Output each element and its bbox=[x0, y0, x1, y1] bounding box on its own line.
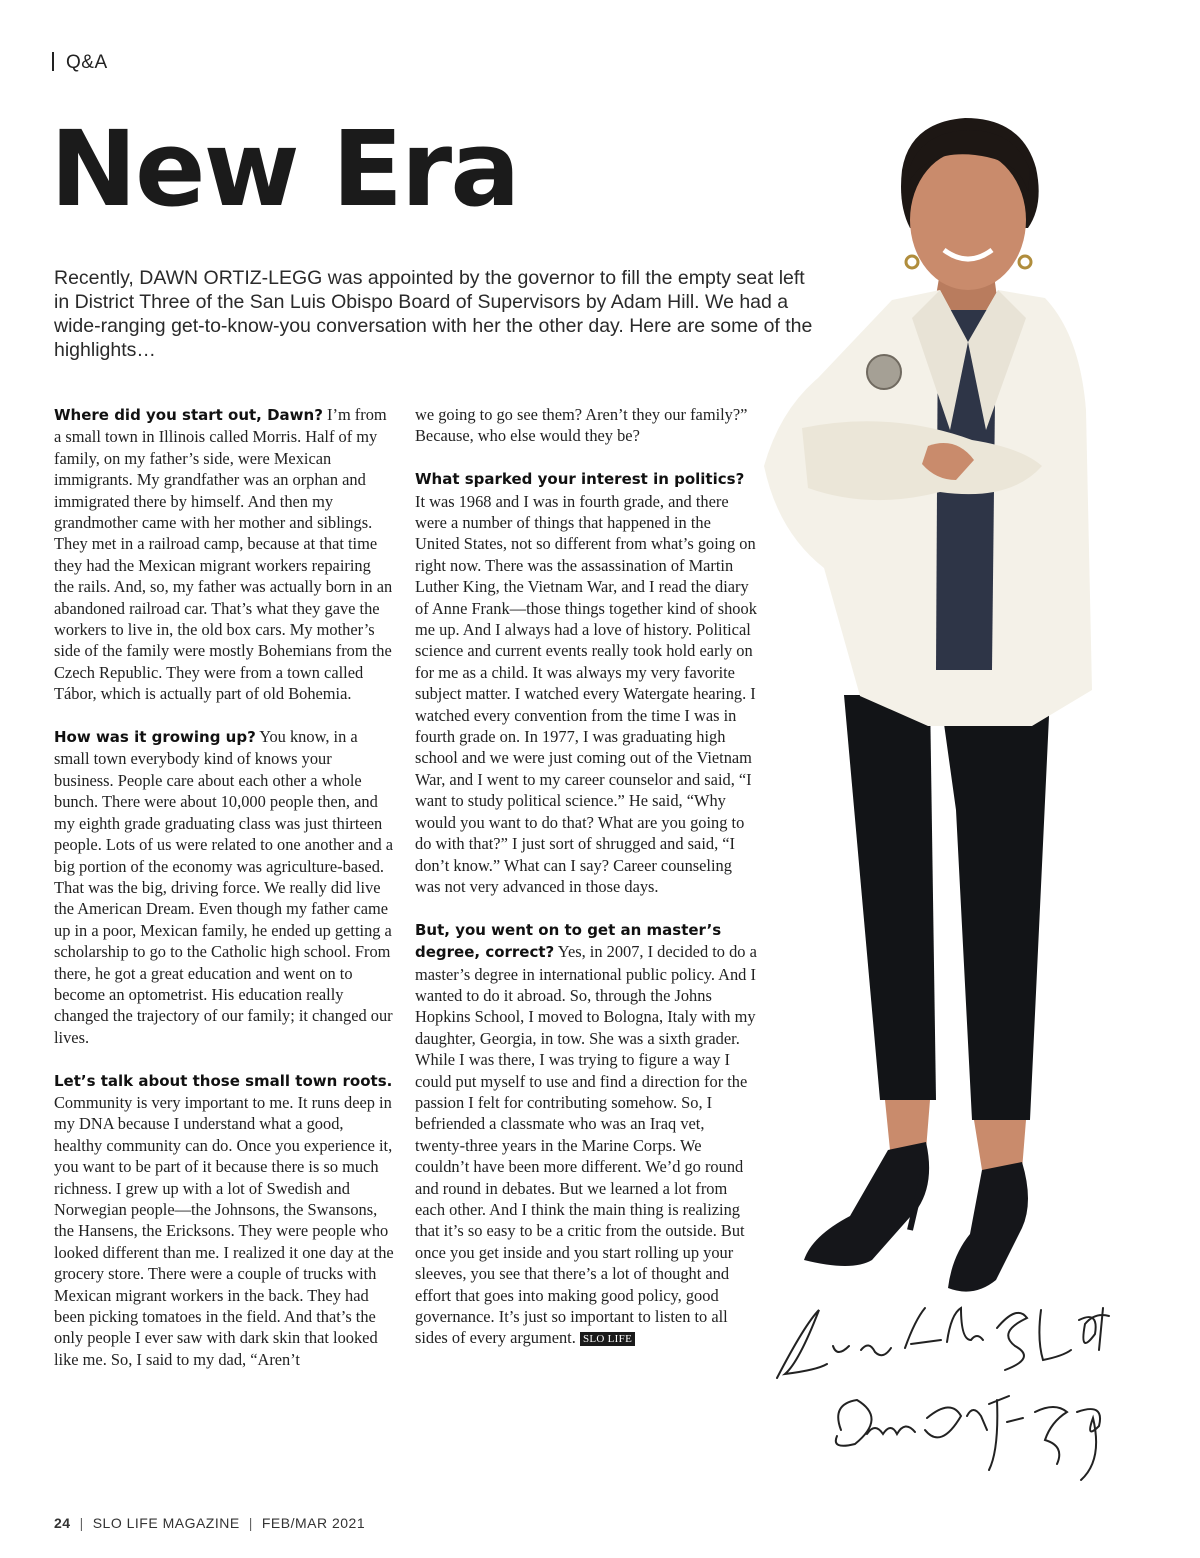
question: Let’s talk about those small town roots. bbox=[54, 1071, 393, 1090]
answer: we going to go see them? Aren’t they our family?” Because, who else would they be? bbox=[415, 405, 748, 446]
earring-icon bbox=[1019, 256, 1031, 268]
qa-paragraph-continued bbox=[415, 404, 757, 447]
answer: I’m from a small town in Illinois called Morris. Half of my family, on my father’s side, were Mexican immigrants. My grandfather was an orphan and immigrated there by himself. And then my grandmother came with her mother and siblings. They met in a railroad camp, because at that time they had the Mexican migrant workers repairing the rails. And, so, my father was actually born in an abandoned railroad car. That’s what they gave the workers to live in, the old box cars. My mother’s side of the family were mostly Bohemians from the Czech Republic. They were from a town called Tábor, which is actually part of old Bohemia. bbox=[54, 405, 393, 704]
question: But, you went on to get an master’s degree, correct? bbox=[415, 920, 722, 962]
pants-left-leg bbox=[844, 695, 936, 1100]
signature-line-2 bbox=[836, 1396, 1100, 1480]
signature-line-1 bbox=[777, 1308, 1109, 1378]
article-column-left bbox=[54, 404, 394, 1392]
question: What sparked your interest in politics? bbox=[415, 470, 745, 489]
footer-separator: | bbox=[79, 1515, 84, 1531]
article-title: New Era bbox=[50, 108, 519, 230]
magazine-name: SLO LIFE MAGAZINE bbox=[92, 1515, 240, 1531]
pants-right-leg bbox=[940, 695, 1050, 1120]
footer-separator: | bbox=[248, 1515, 253, 1531]
end-mark-logo: SLO LIFE bbox=[580, 1332, 635, 1346]
ankle-left bbox=[885, 1100, 930, 1150]
section-label bbox=[52, 52, 108, 74]
qa-paragraph bbox=[415, 919, 757, 1349]
question: Where did you start out, Dawn? bbox=[54, 406, 323, 424]
answer: It was 1968 and I was in fourth grade, and there were a number of things that happened in the United States, not so different from what’s going on right now. There was the assassination of Martin Luther King, the Vietnam War, and I read the diary of Anne Frank—those things together kind of shook me up. And I always had a love of history. Political science and current events really took hold early on for me as a child. It was always my very favorite subject matter. I watched every Watergate hearing. I watched every convention from the time I was in fourth grade on. In 1977, I was graduating high school and we were just coming out of the Vietnam War, and I went to my career counselor and said, “I want to study political science.” He said, “Why would you want to do that? What are you going to do with that?” I just sort of shrugged and said, “I don’t know.” What can I say? Career counseling was not very advanced in those days. bbox=[415, 491, 757, 896]
qa-paragraph bbox=[54, 404, 394, 705]
shoe-right bbox=[948, 1162, 1028, 1292]
brooch-icon bbox=[867, 355, 901, 389]
answer: Yes, in 2007, I decided to do a master’s degree in international public policy. And I wanted to do it abroad. So, through the Johns Hopkins School, I moved to Bologna, Italy with my daughter, Georgia, in tow. She was a sixth grader. While I was there, I was trying to figure a way I could put myself to use and find a direction for the passion I felt for contributing somehow. So, I befriended a classmate who was an Iraq vet, twenty-three years in the Marine Corps. We couldn’t have been more different. We’d go round and round in debates. But we learned a lot from each other. And I think the main thing is realizing that it’s so easy to be a critic from the outside. But once you get inside and you start rolling up your sleeves, you see that there’s a lot of thought and effort that goes into making good policy, good governance. It’s just so important to listen to all sides of every argument. bbox=[415, 942, 757, 1348]
section-divider bbox=[52, 52, 54, 71]
shoe-left bbox=[804, 1142, 929, 1266]
earring-icon bbox=[906, 256, 918, 268]
page-footer bbox=[54, 1515, 365, 1531]
page-number: 24 bbox=[54, 1515, 71, 1531]
portrait-photo bbox=[760, 110, 1100, 1300]
face bbox=[910, 150, 1026, 290]
answer: You know, in a small town everybody kind of knows your business. People care about each other a whole bunch. There were about 10,000 people then, and my eighth grade graduating class was just thirteen people. Lots of us were related to one another and a big portion of the economy was agriculture-based. That was the big, driving force. We really did live the American Dream. Even though my father came up in a poor, Mexican family, he ended up getting a scholarship to go to the Catholic high school. From there, he got a great education and went on to become an optometrist. His education really changed the trajectory of our family; it changed our lives. bbox=[54, 727, 394, 1047]
section-label-text: Q&A bbox=[66, 52, 108, 73]
qa-paragraph bbox=[415, 468, 757, 897]
signature bbox=[765, 1300, 1115, 1500]
issue-date: FEB/MAR 2021 bbox=[261, 1515, 366, 1531]
answer: Community is very important to me. It runs deep in my DNA because I understand what a good, healthy community can do. Once you experience it, you want to be part of it because there is so much richness. I grew up with a lot of Swedish and Norwegian people—the Johnsons, the Swansons, the Hansens, the Ericksons. They were people who looked different than me. I realized it one day at the grocery store. There were a couple of trucks with Mexican migrant workers in the back. They had been picking tomatoes in the field. And that’s the only people I ever saw with dark skin that looked like me. So, I said to my dad, “Aren’t bbox=[54, 1092, 394, 1369]
article-column-right bbox=[415, 404, 757, 1370]
qa-paragraph bbox=[54, 1070, 394, 1371]
article-intro: Recently, DAWN ORTIZ-LEGG was appointed by the governor to fill the empty seat left in District Three of the San Luis Obispo Board of Supervisors by Adam Hill. We had a wide-ranging get-to-know-you conversation with her the other day. Here are some of the highlights… bbox=[54, 267, 813, 361]
ankle-right bbox=[974, 1120, 1026, 1170]
qa-paragraph bbox=[54, 726, 394, 1048]
question: How was it growing up? bbox=[54, 728, 256, 747]
